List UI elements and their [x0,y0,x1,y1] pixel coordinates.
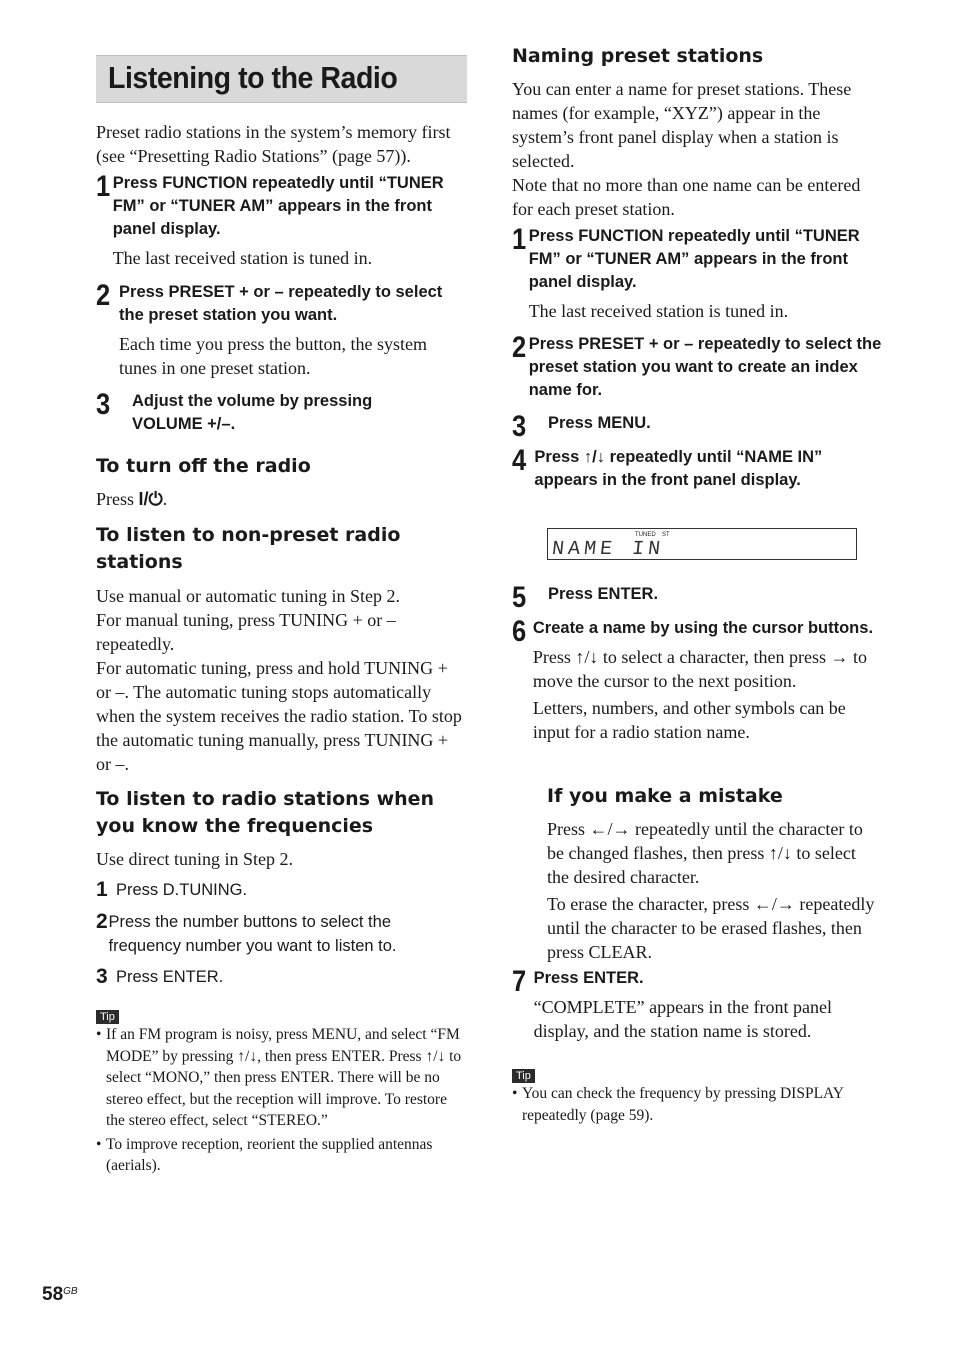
left-step-2 [96,281,468,380]
frequency-steps [96,878,468,989]
step-result: Press ↑/↓ to select a character, then press → to move the cursor to the next position. [532,647,868,691]
page-title: Listening to the Radio [108,60,398,95]
right-step-2 [512,333,882,402]
step-note: Letters, numbers, and other symbols can be input for a radio station name. [532,698,846,742]
tips-list [512,1083,882,1126]
list-item: 2 Press the number buttons to select the frequency number you want to listen to. [96,910,397,955]
frequency-heading: To listen to radio stations when you know the frequencies [96,788,435,837]
tip-item: • To improve reception, reorient the supplied antennas (aerials). [96,1135,433,1174]
tips-list [96,1024,468,1177]
step-number: 2 [512,331,527,364]
step-number: 4 [512,444,527,477]
stereo-indicator: ST [662,532,670,538]
step-instruction: Press FUNCTION repeatedly until “TUNER FM” or “TUNER AM” appears in the front panel display. [112,174,444,238]
display-text: NAME IN [550,538,666,561]
step-instruction: Create a name by using the cursor buttons. [532,619,874,637]
step-result: The last received station is tuned in. [112,248,373,268]
step-number: 2 [96,279,111,312]
tip-badge: Tip [512,1066,535,1084]
naming-heading: Naming preset stations [512,45,764,67]
step-result: “COMPLETE” appears in the front panel display, and the station name is stored. [533,997,832,1041]
right-step-7 [512,967,882,1043]
mistake-text: Press ←/→ repeatedly until the character to be changed flashes, then press ↑/↓ to select the desired character. To erase the character, press ←/→ repeatedly until the character to be erased flashes, then press CLEAR. [547,819,875,962]
right-step-5 [512,583,882,613]
step-instruction: Adjust the volume by pressing VOLUME +/–. [132,392,373,433]
step-result: Each time you press the button, the system tunes in one preset station. [119,334,427,378]
tuned-indicator: TUNED [635,532,656,538]
step-number: 6 [512,615,527,648]
step-instruction: Press PRESET + or – repeatedly to select the preset station you want. [119,283,443,324]
tip-item: • You can check the frequency by pressing DISPLAY repeatedly (page 59). [512,1085,844,1124]
step-number: 3 [96,388,111,421]
step-number: 7 [512,965,527,998]
non-preset-text: Use manual or automatic tuning in Step 2. For manual tuning, press TUNING + or – repeatedly. For automatic tuning, press and hold TUNING + or –. The automatic tuning stops automatically when the system receives the radio station. To stop the automatic tuning manually, press TUNING + or –. [96,586,462,774]
turn-off-heading: To turn off the radio [96,455,311,477]
step-instruction: Press ↑/↓ repeatedly until “NAME IN” appears in the front panel display. [534,448,823,489]
step-number: 1 [96,170,111,203]
step-instruction: Press FUNCTION repeatedly until “TUNER FM” or “TUNER AM” appears in the front panel display. [528,227,860,291]
intro-text: Preset radio stations in the system’s memory first (see “Presetting Radio Stations” (page 57)). [96,122,451,166]
turn-off-text: Press I/⏻. [96,489,168,509]
step-number: 1 [512,223,527,256]
step-instruction: Press MENU. [548,414,651,432]
step-number: 3 [512,410,527,443]
right-step-3 [512,412,882,442]
title-bar [96,55,467,103]
naming-intro: You can enter a name for preset stations. These names (for example, “XYZ”) appear in the system’s front panel display when a station is selected. Note that no more than one name can be entered for each preset station. [512,79,861,219]
right-step-1 [512,225,882,323]
page-number: $58^{GB}$ [42,1284,78,1305]
mistake-heading: If you make a mistake [547,785,783,807]
step-number: 5 [512,581,527,614]
front-panel-display [547,528,857,560]
right-step-6 [512,617,882,744]
left-step-1 [96,172,468,270]
step-instruction: Press ENTER. [548,585,659,603]
tip-item: • If an FM program is noisy, press MENU, and select “FM MODE” by pressing ↑/↓, then press ENTER. Press ↑/↓ to select “MONO,” then press ENTER. There will be no stereo effect, but the reception will improve. To restore the stereo effect, select “STEREO.” [96,1026,462,1129]
tip-badge: Tip [96,1007,119,1025]
list-item: 3 Press ENTER. [96,965,224,988]
list-item: 1 Press D.TUNING. [96,878,248,901]
step-result: The last received station is tuned in. [528,301,789,321]
power-icon: I/⏻ [138,489,163,509]
right-step-4 [512,446,882,492]
frequency-text: Use direct tuning in Step 2. [96,849,293,869]
non-preset-heading: To listen to non-preset radio stations [96,524,401,573]
left-step-3 [96,390,468,436]
step-instruction: Press ENTER. [533,969,644,987]
step-instruction: Press PRESET + or – repeatedly to select the preset station you want to create an index name for. [528,335,882,399]
